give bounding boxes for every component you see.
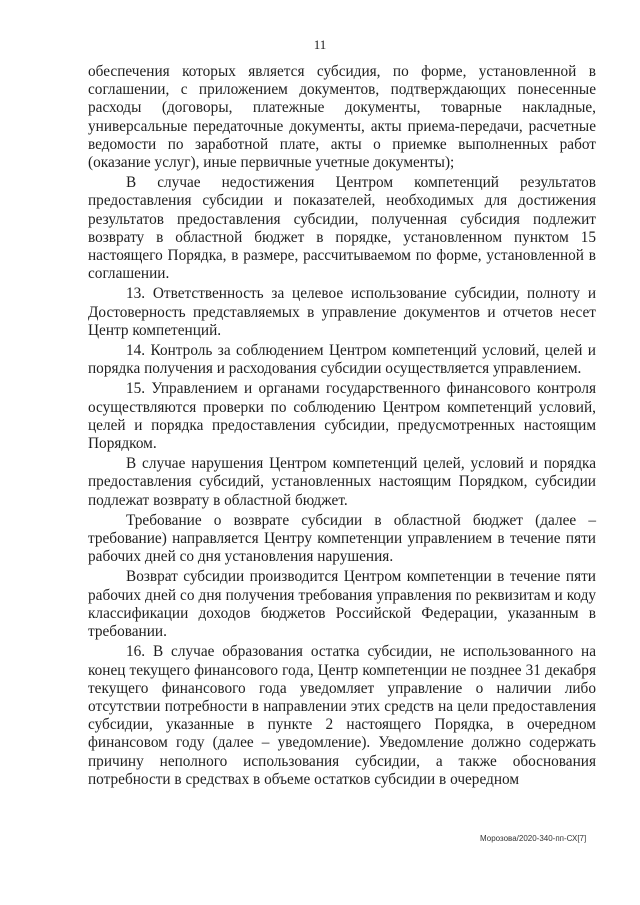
paragraph-13-responsibility: 13. Ответственность за целевое использование субсидии, полноту и Достоверность представляемых в управление документов и отчетов несет Центр компетенций. [88,285,596,339]
paragraph-return-procedure: Возврат субсидии производится Центром компетенции в течение пяти рабочих дней со дня получения требования управления по реквизитам и коду классификации доходов бюджетов Российской Федерации, указанным в требовании. [88,568,596,641]
paragraph-failure-to-achieve: В случае недостижения Центром компетенций результатов предоставления субсидии и показателей, необходимых для достижения результатов предоставления субсидии, полученная субсидия подлежит возврату в областной бюджет в порядке, установленном пунктом 15 настоящего Порядка, в размере, рассчитываемом по форме, установленной в соглашении. [88,174,596,283]
paragraph-14-control: 14. Контроль за соблюдением Центром компетенций условий, целей и порядка получения и расходования субсидии осуществляется управлением. [88,342,596,378]
paragraph-15-inspections: 15. Управлением и органами государственного финансового контроля осуществляются проверки по соблюдению Центром компетенций условий, целей и порядка предоставления субсидии, предусмотренных настоящим Порядком. [88,380,596,453]
document-body [88,63,596,791]
paragraph-violation-return: В случае нарушения Центром компетенций целей, условий и порядка предоставления субсидий, установленных настоящим Порядком, субсидии подлежат возврату в областной бюджет. [88,455,596,509]
footer-document-code: Морозова/2020-340-пп-СХ[7] [480,834,587,843]
paragraph-return-demand: Требование о возврате субсидии в областной бюджет (далее – требование) направляется Центру компетенции управлением в течение пяти рабочих дней со дня установления нарушения. [88,511,596,566]
paragraph-continuation: обеспечения которых является субсидия, по форме, установленной в соглашении, с приложением документов, подтверждающих понесенные расходы (договоры, платежные документы, товарные накладные, универсальные передаточные документы, акты приема-передачи, расчетные ведомости по заработной плате, акты о приемке выполненных работ (оказание услуг), иные первичные учетные документы); [88,63,596,172]
paragraph-16-remainder: 16. В случае образования остатка субсидии, не использованного на конец текущего финансового года, Центр компетенции не позднее 31 декабря текущего финансового года уведомляет управление о наличии либо отсутствии потребности в направлении этих средств на цели предоставления субсидии, указанные в пункте 2 настоящего Порядка, в очередном финансовом году (далее – уведомление). Уведомление должно содержать причину неполного использования субсидии, а также обоснования потребности в средствах в объеме остатков субсидии в очередном [88,643,596,788]
page-number: 11 [313,37,327,52]
